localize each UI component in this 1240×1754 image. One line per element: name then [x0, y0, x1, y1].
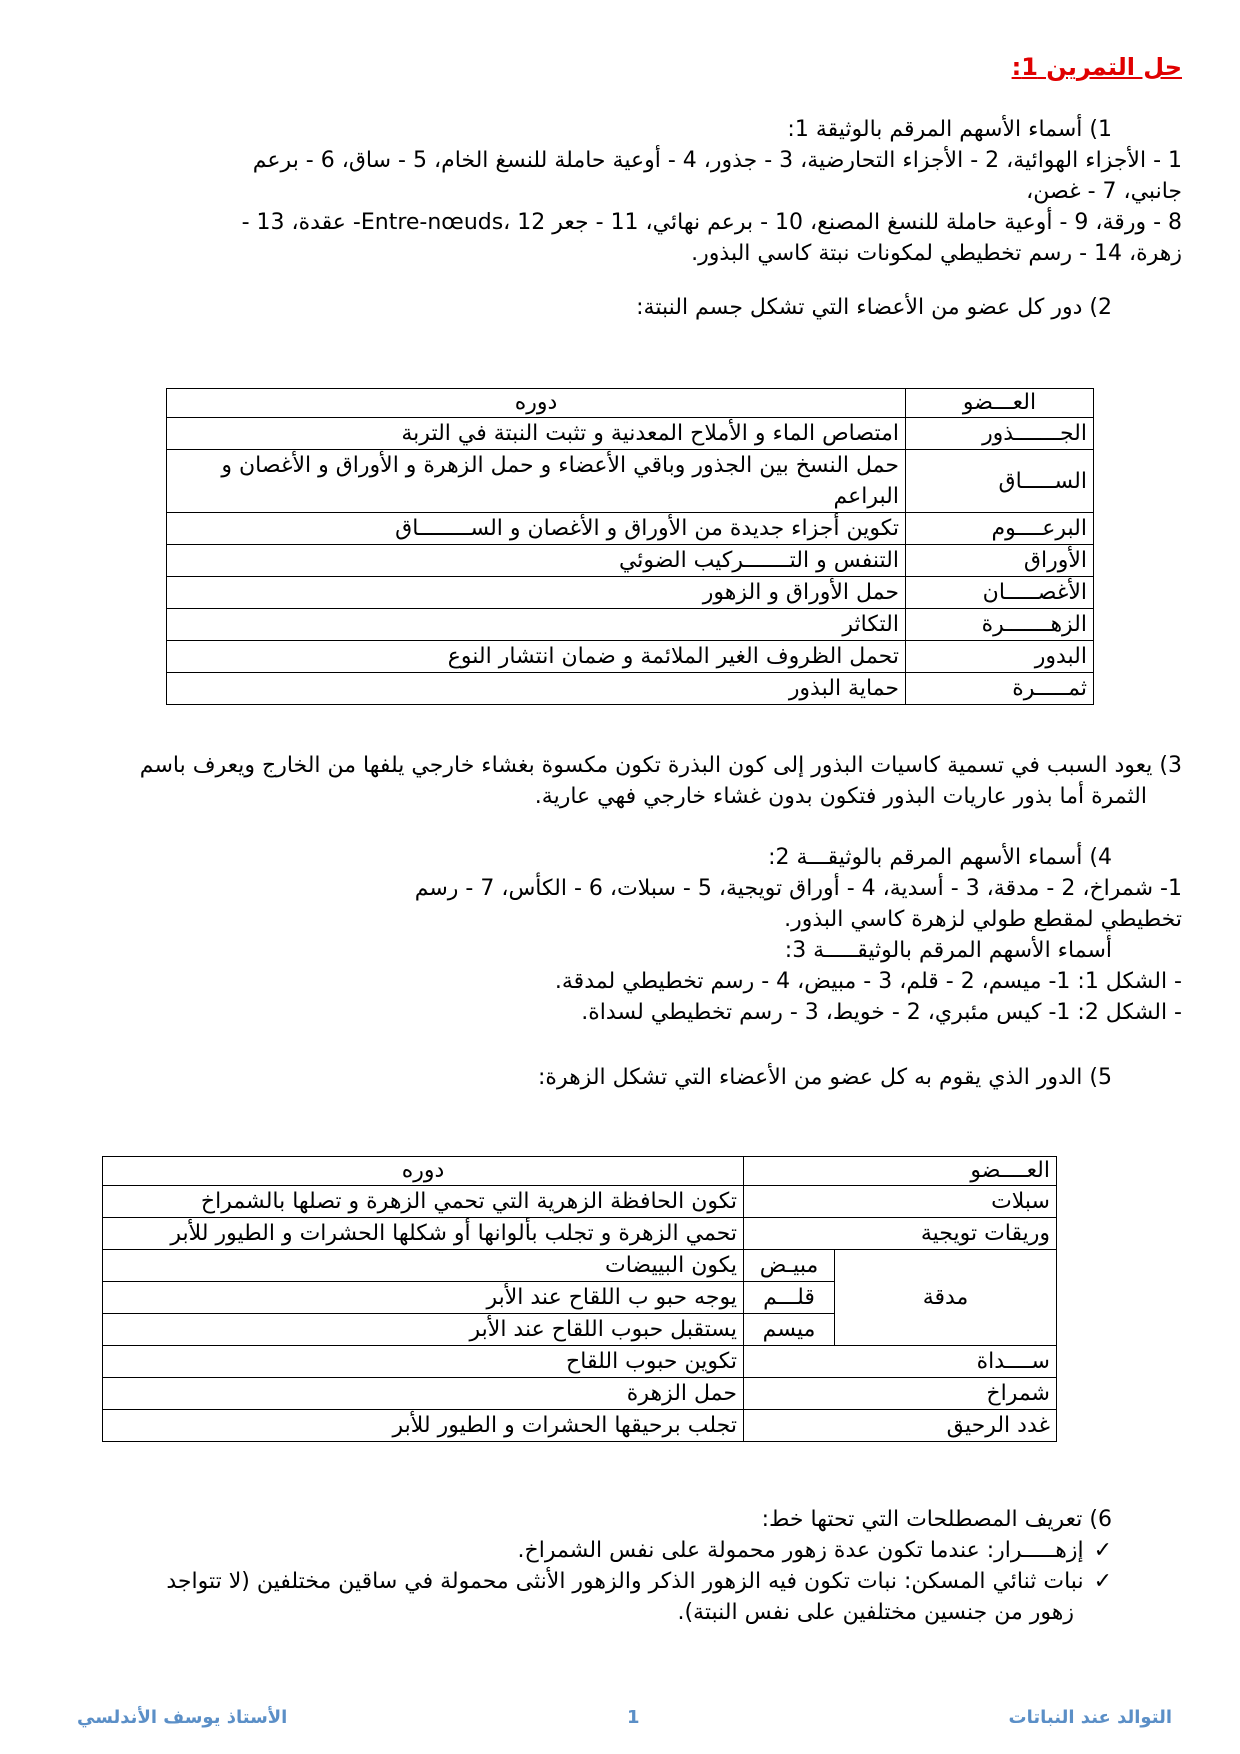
q3-line2: الثمرة أما بذور عاريات البذور فتكون بدون غشاء خارجي فهي عارية.: [534, 784, 1147, 809]
organ-cell: سبلات: [744, 1186, 1057, 1218]
q6-item2-continued: زهور من جنسين مختلفين على نفس النبتة).: [677, 1600, 1074, 1625]
exercise-title: حل التمرين 1:: [1011, 53, 1182, 81]
role-cell: التكاثر: [167, 609, 906, 641]
flower-organs-table: [102, 1156, 1057, 1442]
table-row: [167, 609, 1094, 641]
q1-header: 1) أسماء الأسهم المرقم بالوثيقة 1:: [787, 117, 1112, 142]
q2-header: [72, 292, 1182, 323]
q6-item1-text: إزهـــــرار: عندما تكون عدة زهور محمولة على نفس الشمراخ.: [517, 1538, 1084, 1563]
q6-item2: [72, 1566, 1182, 1597]
col-organ: العـــضو: [906, 389, 1094, 418]
organ-cell: ثمـــــرة: [906, 673, 1094, 705]
q5-header-text: 5) الدور الذي يقوم به كل عضو من الأعضاء التي تشكل الزهرة:: [538, 1065, 1112, 1090]
role-cell: تكون الحافظة الزهرية التي تحمي الزهرة و تصلها بالشمراخ: [103, 1186, 744, 1218]
q6-item1: [72, 1535, 1182, 1566]
table-row: [167, 545, 1094, 577]
role-cell: تجلب برحيقها الحشرات و الطيور للأبر: [103, 1410, 744, 1442]
role-cell: تحمي الزهرة و تجلب بألوانها أو شكلها الحشرات و الطيور للأبر: [103, 1218, 744, 1250]
organ-cell: الســـــاق: [906, 450, 1094, 513]
q6-item2-text: نبات ثنائي المسكن: نبات تكون فيه الزهور الذكر والزهور الأنثى محمولة في ساقين مختلفين (لا تتواجد: [166, 1569, 1084, 1594]
q2-header-text: 2) دور كل عضو من الأعضاء التي تشكل جسم النبتة:: [636, 295, 1112, 320]
q6-header: 6) تعريف المصطلحات التي تحتها خط:: [761, 1507, 1112, 1532]
role-cell: يكون البييضات: [103, 1250, 744, 1282]
checkmark-icon: ✓: [1093, 1538, 1112, 1563]
q1-block: [72, 114, 1182, 269]
q4-block: [72, 842, 1182, 1028]
organ-cell: الأوراق: [906, 545, 1094, 577]
q4-header: 4) أسماء الأسهم المرقم بالوثيقـــة 2:: [768, 845, 1112, 870]
q3-line1: 3) يعود السبب في تسمية كاسيات البذور إلى كون البذرة تكون مكسوة بغشاء خارجي يلفها من الخارج ويعرف باسم: [139, 753, 1182, 778]
organ-cell: البرعــــوم: [906, 513, 1094, 545]
q4-line5: - الشكل 2: 1- كيس مئبري، 2 - خويط، 3 - رسم تخطيطي لسداة.: [581, 1000, 1182, 1025]
table-row: [167, 418, 1094, 450]
role-cell: حمل الأوراق و الزهور: [167, 577, 906, 609]
organ-cell: ســــداة: [744, 1346, 1057, 1378]
organ-cell: الزهـــــــرة: [906, 609, 1094, 641]
footer-subject: التوالد عند النباتات: [1008, 1707, 1172, 1728]
role-cell: تكوين أجزاء جديدة من الأوراق و الأغصان و الســــــــاق: [167, 513, 906, 545]
organ-cell: وريقات تويجية: [744, 1218, 1057, 1250]
q1-line4: زهرة، 14 - رسم تخطيطي لمكونات نبتة كاسي البذور.: [691, 241, 1182, 266]
organ-cell: شمراخ: [744, 1378, 1057, 1410]
q4-line4: - الشكل 1: 1- ميسم، 2 - قلم، 3 - مبيض، 4 - رسم تخطيطي لمدقة.: [554, 969, 1182, 994]
sub-organ-cell: مبيـض: [744, 1250, 835, 1282]
role-cell: التنفس و التـــــــركيب الضوئي: [167, 545, 906, 577]
q4-line1: 1- شمراخ، 2 - مدقة، 3 - أسدية، 4 - أوراق تويجية، 5 - سبلات، 6 - الكأس، 7 - رسم: [414, 876, 1182, 901]
col-role: دوره: [103, 1157, 744, 1186]
col-organ: العــــضو: [744, 1157, 1057, 1186]
role-cell: تكوين حبوب اللقاح: [103, 1346, 744, 1378]
table-row: [167, 673, 1094, 705]
q3-block: [72, 750, 1182, 812]
sub-organ-cell: ميسم: [744, 1314, 835, 1346]
table-row: [103, 1250, 1057, 1282]
document-page: [72, 52, 1182, 1728]
q4-line2: تخطيطي لمقطع طولي لزهرة كاسي البذور.: [784, 907, 1182, 932]
role-cell: يوجه حبو ب اللقاح عند الأبر: [103, 1282, 744, 1314]
col-role: دوره: [167, 389, 906, 418]
role-cell: امتصاص الماء و الأملاح المعدنية و تثبت النبتة في التربة: [167, 418, 906, 450]
table-row: [103, 1186, 1057, 1218]
table-row: [103, 1410, 1057, 1442]
group-cell-pistil: مدقة: [835, 1250, 1057, 1346]
table-row: [103, 1346, 1057, 1378]
organ-cell: البدور: [906, 641, 1094, 673]
table-row: [167, 641, 1094, 673]
role-cell: يستقبل حبوب اللقاح عند الأبر: [103, 1314, 744, 1346]
organs-table: [166, 388, 1094, 705]
q6-block: [72, 1504, 1182, 1628]
checkmark-icon: ✓: [1093, 1569, 1112, 1594]
sub-organ-cell: قلـــم: [744, 1282, 835, 1314]
q5-header: [72, 1062, 1182, 1093]
table-row: [103, 1218, 1057, 1250]
role-cell: تحمل الظروف الغير الملائمة و ضمان انتشار النوع: [167, 641, 906, 673]
table-row: [167, 450, 1094, 513]
q1-line3: 8 - ورقة، 9 - أوعية حاملة للنسغ المصنع، 10 - برعم نهائي، 11 - جعر Entre-nœuds، 12- عقدة، 13 -: [241, 210, 1182, 235]
footer-author: الأستاذ يوسف الأندلسي: [77, 1707, 288, 1728]
role-cell: حمل الزهرة: [103, 1378, 744, 1410]
q4-line3: أسماء الأسهم المرقم بالوثيقـــــة 3:: [784, 938, 1112, 963]
table-row: [103, 1378, 1057, 1410]
page-number: 1: [627, 1707, 640, 1728]
q1-line2: جانبي، 7 - غصن،: [1026, 179, 1182, 204]
organ-cell: الجـــــــذور: [906, 418, 1094, 450]
role-cell: حمل النسخ بين الجذور وباقي الأعضاء و حمل الزهرة و الأوراق و الأغصان و البراعم: [167, 450, 906, 513]
organ-cell: الأغصـــــان: [906, 577, 1094, 609]
role-cell: حماية البذور: [167, 673, 906, 705]
organ-cell: غدد الرحيق: [744, 1410, 1057, 1442]
table-row: [167, 513, 1094, 545]
table-row: [167, 577, 1094, 609]
q1-line1: 1 - الأجزاء الهوائية، 2 - الأجزاء التحارضية، 3 - جذور، 4 - أوعية حاملة للنسغ الخام، 5 - ساق، 6 - برعم: [252, 148, 1182, 173]
